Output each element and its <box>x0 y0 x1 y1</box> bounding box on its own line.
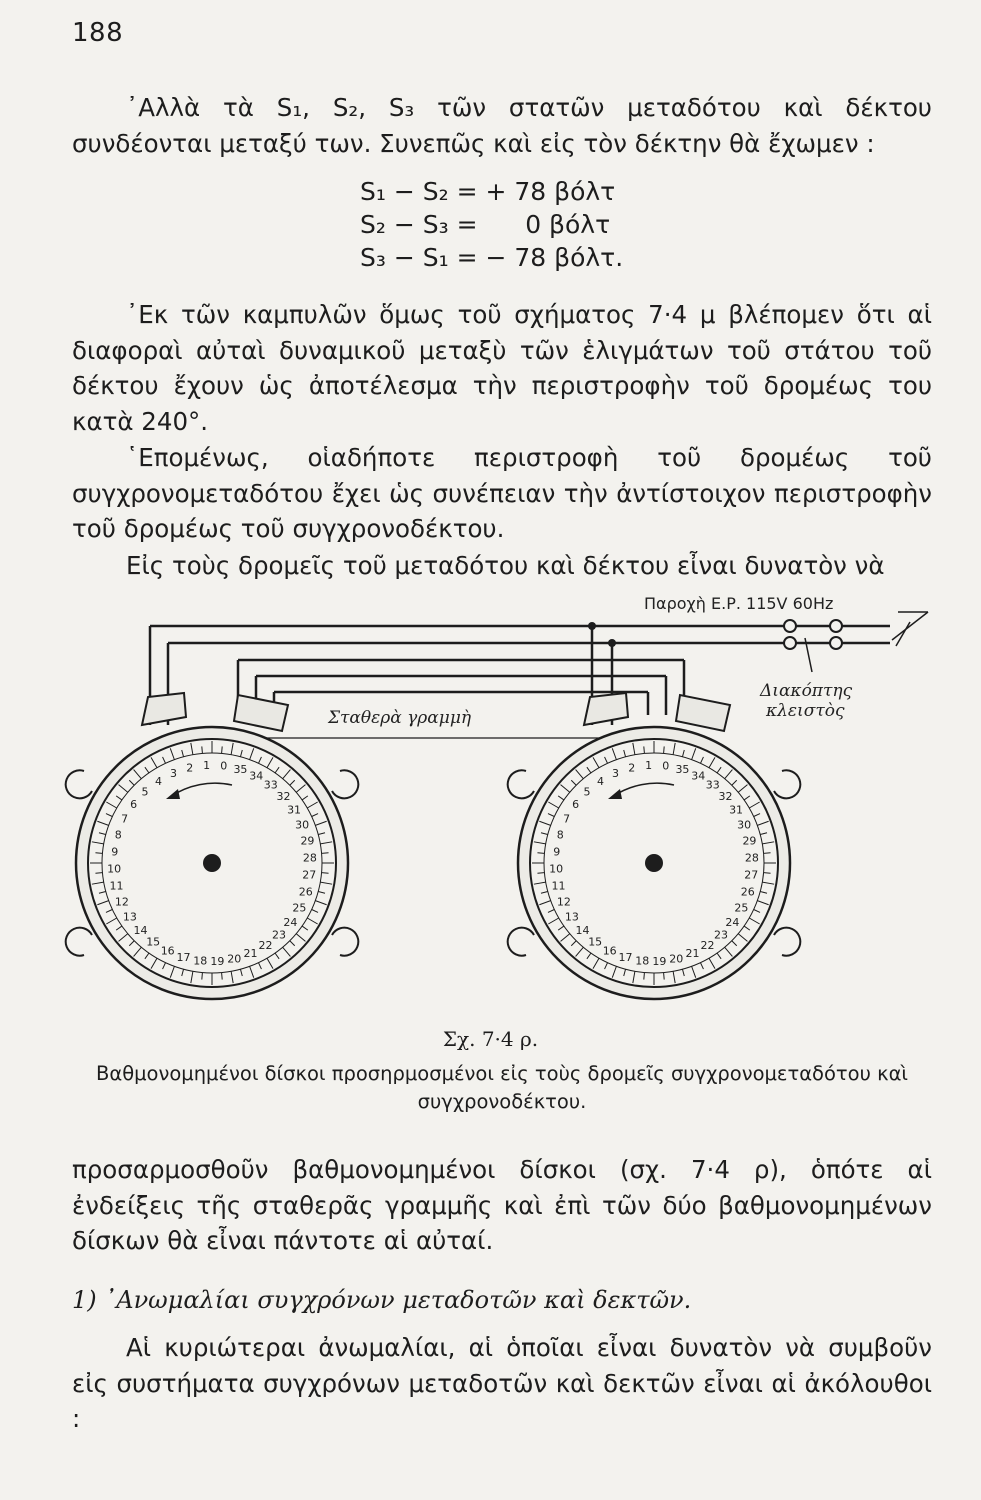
receiver-dial-number: 11 <box>551 879 566 893</box>
transmitter-dial-number: 23 <box>271 928 286 942</box>
receiver-dial-number: 13 <box>564 910 579 924</box>
transmitter-dial-number: 1 <box>203 759 211 773</box>
receiver-tick <box>644 973 645 980</box>
transmitter-dial-number: 17 <box>176 950 191 964</box>
receiver-dial-number: 24 <box>725 915 740 929</box>
transmitter-center-shaft <box>203 854 221 872</box>
transmitter-dial-number: 30 <box>295 818 310 832</box>
transmitter-dial-number: 0 <box>220 759 228 773</box>
receiver-dial-number: 25 <box>734 901 749 915</box>
receiver-tick <box>764 873 771 874</box>
transmitter-tick <box>322 853 329 854</box>
receiver-dial-number: 9 <box>553 845 561 859</box>
transmitter-dial-number: 2 <box>186 761 194 775</box>
transmitter-dial-number: 33 <box>263 778 278 792</box>
paragraph-5 <box>72 1152 932 1259</box>
transmitter-dial-number: 25 <box>292 901 307 915</box>
receiver-dial-number: 8 <box>556 828 564 842</box>
paragraph-4-text: Εἰς τοὺς δρομεῖς τοῦ μεταδότου καὶ δέκτου εἶναι δυνατὸν νὰ <box>126 551 885 580</box>
receiver-dial <box>508 693 801 999</box>
transmitter-tick <box>202 973 203 980</box>
transmitter-foot-right <box>332 928 358 956</box>
receiver-dial-number: 4 <box>596 774 604 788</box>
figure-caption: Βαθμονομημένοι δίσκοι προσηρμοσμένοι εἰς τοὺς δρομεῖς συγχρονομεταδότου καὶ συγχρονοδέκτου. <box>95 1062 909 1113</box>
figure-title: Σχ. 7·4 ρ. <box>442 1027 539 1051</box>
transmitter-dial-number: 5 <box>141 785 149 799</box>
transmitter-dial-number: 9 <box>111 845 119 859</box>
transmitter-dial-number: 26 <box>298 885 313 899</box>
receiver-dial-number: 21 <box>685 947 700 961</box>
receiver-dial-number: 28 <box>744 851 759 865</box>
transmitter-foot-upper-right <box>332 770 358 798</box>
equation-2: S₂ − S₃ = 0 βόλτ <box>360 210 611 239</box>
receiver-dial-number: 16 <box>602 944 617 958</box>
receiver-dial-number: 3 <box>612 766 620 780</box>
supply-label: Παροχὴ Ε.Ρ. 115V 60Hz <box>644 594 834 613</box>
transmitter-dial-number: 29 <box>300 834 315 848</box>
transmitter-tick <box>95 873 102 874</box>
receiver-dial-number: 14 <box>575 923 590 937</box>
receiver-dial-number: 7 <box>563 812 571 826</box>
equation-1: S₁ − S₂ = + 78 βόλτ <box>360 177 616 206</box>
receiver-foot-left <box>508 928 534 956</box>
fixed-line-label: Σταθερὰ γραμμὴ <box>328 708 472 728</box>
receiver-dial-number: 17 <box>618 950 633 964</box>
section-title: 1) ᾿Ανωμαλίαι συγχρόνων μεταδοτῶν καὶ δεκτῶν. <box>72 1286 692 1314</box>
receiver-tick <box>664 746 665 753</box>
transmitter-dial-number: 12 <box>114 895 129 909</box>
receiver-dial-number: 6 <box>572 798 580 812</box>
transmitter-dial-number: 7 <box>121 812 129 826</box>
transmitter-dial-number: 31 <box>287 803 302 817</box>
transmitter-terminal-stator <box>234 695 288 731</box>
transmitter-dial-number: 14 <box>133 923 148 937</box>
receiver-dial-number: 34 <box>691 769 706 783</box>
transmitter-foot-upper-left <box>66 770 92 798</box>
receiver-foot-upper-right <box>774 770 800 798</box>
transmitter-dial-number: 13 <box>122 910 137 924</box>
receiver-dial-number: 31 <box>729 803 744 817</box>
transmitter-dial-number: 21 <box>243 947 258 961</box>
transmitter-dial-number: 18 <box>193 954 208 968</box>
receiver-dial-number: 10 <box>549 862 564 876</box>
receiver-dial-number: 12 <box>556 895 571 909</box>
transmitter-dial-number: 15 <box>146 935 161 949</box>
transmitter-tick <box>322 873 329 874</box>
receiver-dial-number: 0 <box>662 759 670 773</box>
transmitter-dial-number: 27 <box>302 868 317 882</box>
transmitter-dial-number: 35 <box>233 763 248 777</box>
paragraph-3-text: ῾Επομένως, οἱαδήποτε περιστροφὴ τοῦ δρομέως τοῦ συγχρονομεταδότου ἔχει ὡς συνέπειαν τὴν ἀντίστοιχον περιστροφὴν τοῦ δρομέως τοῦ συγχρονοδέκτου. <box>72 443 932 543</box>
transmitter-dial-number: 11 <box>109 879 124 893</box>
paragraph-2-text: ᾿Εκ τῶν καμπυλῶν ὅμως τοῦ σχήματος 7·4 μ βλέπομεν ὅτι αἱ διαφοραὶ αὐταὶ δυναμικοῦ μεταξὺ τῶν ἑλιγμάτων τοῦ στάτου τοῦ δέκτου ἔχουν ὡς ἀποτέλεσμα τὴν περιστροφὴν τοῦ δρομέως του κατὰ 240°. <box>72 300 932 436</box>
receiver-tick <box>664 973 665 980</box>
paragraph-6-text: Αἱ κυριώτεραι ἀνωμαλίαι, αἱ ὁποῖαι εἶναι δυνατὸν νὰ συμβοῦν εἰς συστήματα συγχρόνων μεταδοτῶν καὶ δεκτῶν εἶναι αἱ ἀκόλουθοι : <box>72 1333 932 1433</box>
receiver-tick <box>537 873 544 874</box>
switch-label-line1: Διακόπτης <box>760 681 853 701</box>
transmitter-dial-number: 32 <box>276 790 291 804</box>
receiver-tick <box>764 853 771 854</box>
receiver-dial-number: 23 <box>713 928 728 942</box>
receiver-dial-number: 5 <box>583 785 591 799</box>
transmitter-dial-number: 8 <box>114 828 122 842</box>
transmitter-tick <box>222 746 223 753</box>
transmitter-terminal-rotor <box>142 693 186 725</box>
receiver-foot-upper-left <box>508 770 534 798</box>
page-number: 188 <box>72 18 124 48</box>
transmitter-dial-number: 28 <box>302 851 317 865</box>
transmitter-dial-number: 10 <box>107 862 122 876</box>
receiver-dial-number: 20 <box>669 952 684 966</box>
receiver-dial-number: 35 <box>675 763 690 777</box>
receiver-dial-number: 33 <box>705 778 720 792</box>
receiver-dial-number: 18 <box>635 954 650 968</box>
paragraph-1-text: ᾿Αλλὰ τὰ S₁, S₂, S₃ τῶν στατῶν μεταδότου καὶ δέκτου συνδέονται μεταξύ των. Συνεπῶς καὶ εἰς τὸν δέκτην θὰ ἔχωμεν : <box>72 93 932 158</box>
transmitter-dial-number: 16 <box>160 944 175 958</box>
receiver-tick <box>537 853 544 854</box>
receiver-tick <box>644 746 645 753</box>
receiver-dial-number: 19 <box>652 954 667 968</box>
transmitter-dial-number: 19 <box>210 954 225 968</box>
transmitter-dial-number: 3 <box>170 766 178 780</box>
transmitter-dial <box>66 693 359 999</box>
switch-label-line2: κλειστὸς <box>766 701 845 721</box>
transmitter-dial-number: 24 <box>283 915 298 929</box>
receiver-dial-number: 29 <box>742 834 757 848</box>
transmitter-dial-number: 4 <box>154 774 162 788</box>
receiver-dial-number: 26 <box>740 885 755 899</box>
transmitter-foot-left <box>66 928 92 956</box>
receiver-terminal-rotor <box>584 693 628 725</box>
transmitter-dial-number: 20 <box>227 952 242 966</box>
transmitter-tick <box>95 853 102 854</box>
receiver-dial-number: 2 <box>628 761 636 775</box>
transmitter-tick <box>202 746 203 753</box>
receiver-foot-right <box>774 928 800 956</box>
receiver-terminal-stator <box>676 695 730 731</box>
transmitter-dial-number: 6 <box>130 798 138 812</box>
receiver-dial-number: 1 <box>645 759 653 773</box>
equation-3: S₃ − S₁ = − 78 βόλτ. <box>360 243 624 272</box>
receiver-dial-number: 30 <box>737 818 752 832</box>
receiver-dial-number: 27 <box>744 868 759 882</box>
paragraph-5-text: προσαρμοσθοῦν βαθμονομημένοι δίσκοι (σχ. 7·4 ρ), ὁπότε αἱ ἐνδείξεις τῆς σταθερᾶς γραμμῆς καὶ ἐπὶ τῶν δύο βαθμονομημένων δίσκων θὰ εἶναι πάντοτε αἱ αὐταί. <box>72 1155 932 1255</box>
receiver-dial-number: 22 <box>700 939 715 953</box>
receiver-dial-number: 15 <box>588 935 603 949</box>
receiver-dial-number: 32 <box>718 790 733 804</box>
transmitter-dial-number: 22 <box>258 939 273 953</box>
paragraph-6 <box>72 1330 932 1437</box>
transmitter-dial-number: 34 <box>249 769 264 783</box>
transmitter-tick <box>222 973 223 980</box>
receiver-center-shaft <box>645 854 663 872</box>
